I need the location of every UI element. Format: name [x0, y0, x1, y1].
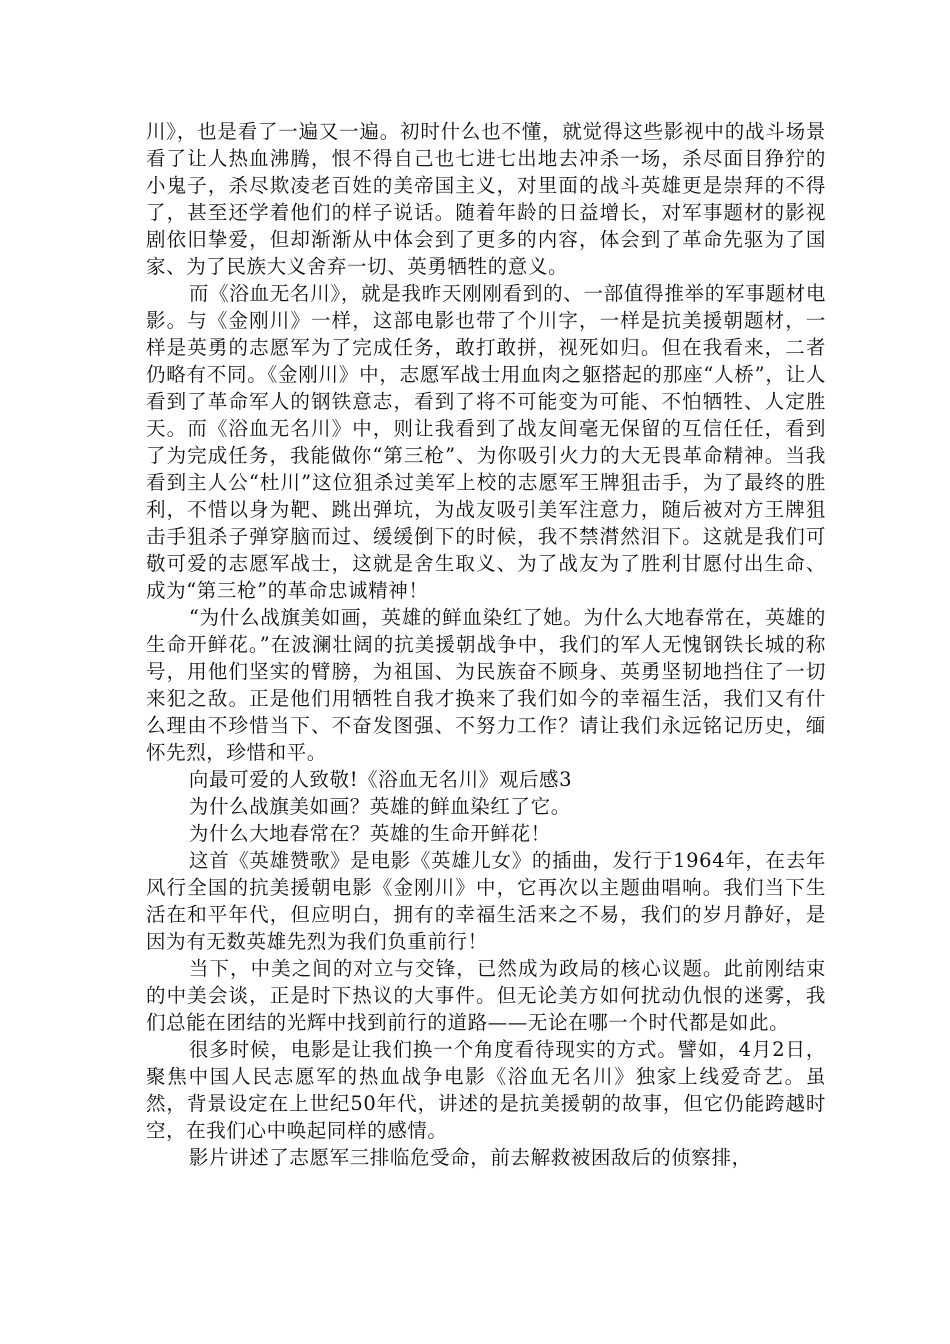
paragraph-6: 很多时候，电影是让我们换一个角度看待现实的方式。譬如，4月2日，聚焦中国人民志愿军的热血战争电影《浴血无名川》独家上线爱奇艺。虽然，背景设定在上世纪50年代，讲述的是抗美援朝的故事，但它仍能跨越时空，在我们心中唤起同样的感情。 [146, 1038, 826, 1142]
section-heading: 向最可爱的人致敬!《浴血无名川》观后感3 [188, 768, 573, 791]
paragraph-5: 当下，中美之间的对立与交锋，已然成为政局的核心议题。此前刚结束的中美会谈，正是时下热议的大事件。但无论美方如何扰动仇恨的迷雾，我们总能在团结的光辉中找到前行的道路——无论在哪一个时代都是如此。 [146, 957, 826, 1034]
paragraph-3: “为什么战旗美如画，英雄的鲜血染红了她。为什么大地春常在，英雄的生命开鲜花。”在波澜壮阔的抗美援朝战争中，我们的军人无愧钢铁长城的称号，用他们坚实的臂膀，为祖国、为民族奋不顾身、英勇坚韧地挡住了一切来犯之敌。正是他们用牺牲自我才换来了我们如今的幸福生活，我们又有什么理由不珍惜当下、不奋发图强、不努力工作？请让我们永远铭记历史，缅怀先烈，珍惜和平。 [146, 606, 826, 764]
document-body [146, 118, 826, 1171]
paragraph-4: 这首《英雄赞歌》是电影《英雄儿女》的插曲，发行于1964年，在去年风行全国的抗美援朝电影《金刚川》中，它再次以主题曲唱响。我们当下生活在和平年代，但应明白，拥有的幸福生活来之不易，我们的岁月静好，是因为有无数英雄先烈为我们负重前行！ [146, 849, 826, 953]
paragraph-1: 川》，也是看了一遍又一遍。初时什么也不懂，就觉得这些影视中的战斗场景看了让人热血沸腾，恨不得自己也七进七出地去冲杀一场，杀尽面目狰狞的小鬼子，杀尽欺凌老百姓的美帝国主义，对里面的战斗英雄更是崇拜的不得了，甚至还学着他们的样子说话。随着年龄的日益增长，对军事题材的影视剧依旧挚爱，但却渐渐从中体会到了更多的内容，体会到了革命先驱为了国家、为了民族大义舍弃一切、英勇牺牲的意义。 [146, 120, 826, 278]
lyric-line-1: 为什么战旗美如画？英雄的鲜血染红了它。 [188, 795, 571, 818]
lyric-line-2: 为什么大地春常在？英雄的生命开鲜花！ [188, 822, 551, 845]
paragraph-2: 而《浴血无名川》，就是我昨天刚刚看到的、一部值得推举的军事题材电影。与《金刚川》一样，这部电影也带了个川字，一样是抗美援朝题材，一样是英勇的志愿军为了完成任务，敢打敢拼，视死如归。但在我看来，二者仍略有不同。《金刚川》中，志愿军战士用血肉之躯搭起的那座“人桥”，让人看到了革命军人的钢铁意志，看到了将不可能变为可能、不怕牺牲、人定胜天。而《浴血无名川》中，则让我看到了战友间毫无保留的互信任任，看到了为完成任务，我能做你“第三枪”、为你吸引火力的大无畏革命精神。当我看到主人公“杜川”这位狙杀过美军上校的志愿军王牌狙击手，为了最终的胜利，不惜以身为靶、跳出弹坑，为战友吸引美军注意力，随后被对方王牌狙击手狙杀子弹穿脑而过、缓缓倒下的时候，我不禁潸然泪下。这就是我们可敬可爱的志愿军战士，这就是舍生取义、为了战友为了胜利甘愿付出生命、成为“第三枪”的革命忠诚精神！ [146, 282, 826, 602]
paragraph-7: 影片讲述了志愿军三排临危受命，前去解救被困敌后的侦察排， [188, 1146, 752, 1169]
